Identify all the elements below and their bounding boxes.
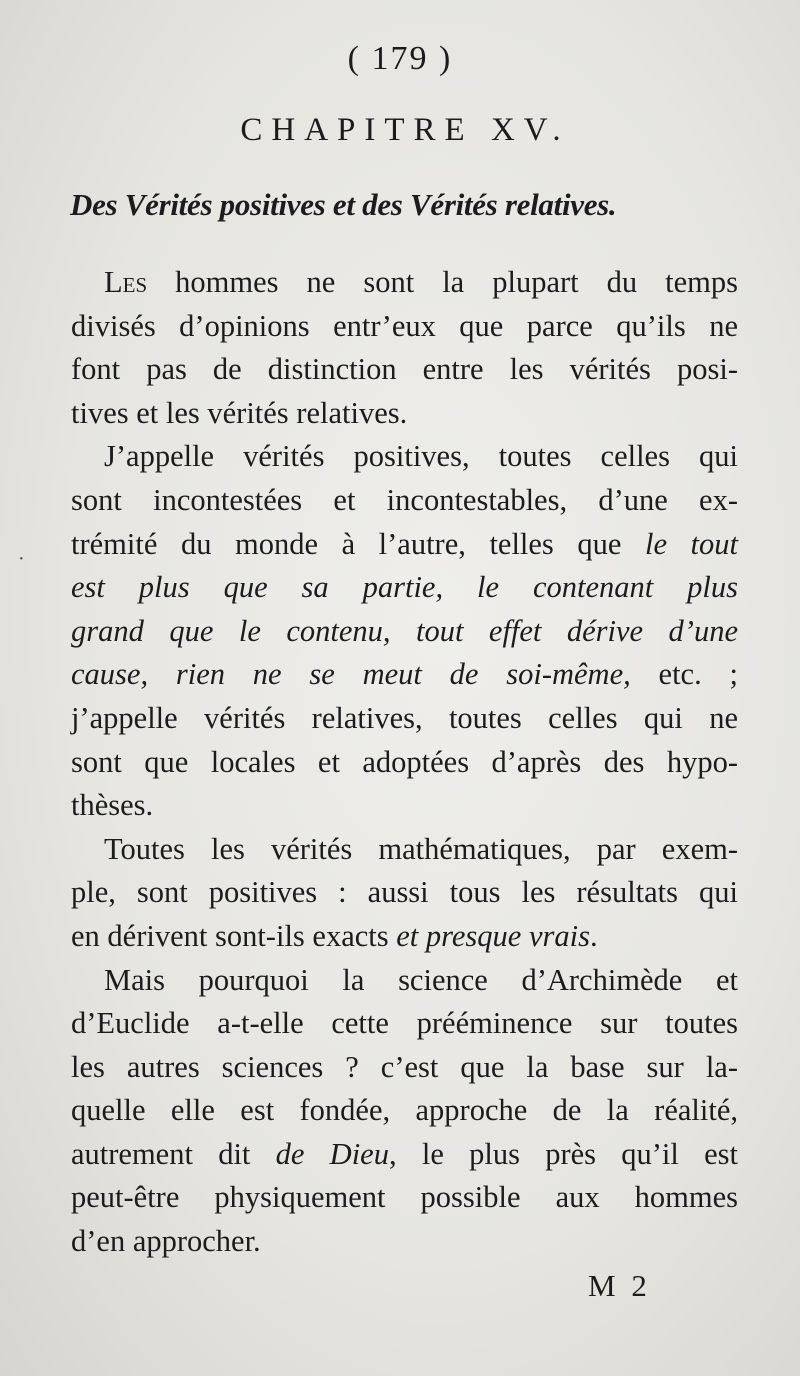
text-line (71, 566, 738, 610)
text-span: en dérivent sont-ils exacts (71, 918, 397, 953)
text-span: . (589, 918, 598, 953)
text-span: sont incontestées et incontestables, d’une ex- (71, 482, 738, 517)
text-line (71, 871, 738, 915)
text-line (71, 1220, 738, 1264)
text-span: j’appelle vérités relatives, toutes celles qui ne (71, 700, 738, 735)
text-span: quelle elle est fondée, approche de la réalité, (71, 1093, 738, 1128)
text-span: peut-être physiquement possible aux hommes (71, 1180, 738, 1215)
text-span: font pas de distinction entre les vérités posi- (71, 352, 738, 387)
text-line (71, 435, 738, 479)
text-line (71, 959, 738, 1003)
text-line (71, 1089, 738, 1133)
body-text (71, 261, 738, 1264)
text-line (71, 261, 738, 305)
text-line (71, 392, 738, 436)
text-line (71, 1002, 738, 1046)
text-span: ple, sont positives : aussi tous les résultats qui (71, 875, 738, 910)
text-line (71, 1133, 738, 1177)
italic-text: grand que le contenu, tout effet dérive d’une (71, 613, 738, 648)
text-span: etc. ; (630, 657, 738, 692)
chapter-heading: CHAPITRE XV. (240, 112, 570, 148)
text-span: autrement dit (71, 1136, 276, 1171)
page-number: ( 179 ) (347, 40, 453, 77)
italic-text: cause, rien ne se meut de soi-même, (71, 657, 631, 692)
text-line (71, 523, 738, 567)
chapter-subtitle: Des Vérités positives et des Vérités relatives. (70, 187, 617, 222)
text-line (71, 915, 738, 959)
text-line (71, 1046, 738, 1090)
signature-mark: M 2 (588, 1268, 651, 1303)
text-span: d’en approcher. (71, 1224, 261, 1259)
text-span: hommes ne sont la plupart du temps (147, 265, 738, 299)
text-span: sont que locales et adoptées d’après des hypo- (71, 744, 738, 779)
text-span: Toutes les vérités mathématiques, par exem- (104, 831, 738, 866)
text-line (71, 697, 738, 741)
text-line (71, 741, 738, 785)
text-span: J’appelle vérités positives, toutes celles qui (104, 439, 738, 474)
italic-text: est plus que sa partie, le contenant plus (71, 570, 738, 605)
text-span: d’Euclide a-t-elle cette prééminence sur toutes (71, 1006, 738, 1041)
text-span: Les (104, 265, 148, 299)
text-span: tives et les vérités relatives. (71, 395, 408, 430)
text-line (71, 479, 738, 523)
text-span: trémité du monde à l’autre, telles que (71, 526, 645, 561)
text-line (71, 305, 738, 349)
text-line (71, 1176, 738, 1220)
text-span: les autres sciences ? c’est que la base sur la- (71, 1049, 738, 1084)
italic-text: le tout (644, 526, 738, 561)
text-line (71, 828, 738, 872)
text-line (71, 348, 738, 392)
text-line (71, 610, 738, 654)
italic-text: de Dieu (275, 1136, 389, 1171)
italic-text: et presque vrais (396, 918, 590, 953)
text-span: , le plus près qu’il est (388, 1136, 738, 1171)
text-line (71, 653, 738, 697)
margin-mark: · (18, 548, 25, 570)
text-span: Mais pourquoi la science d’Archimède et (104, 962, 738, 997)
text-line (71, 784, 738, 828)
text-span: divisés d’opinions entr’eux que parce qu’ils ne (71, 308, 738, 343)
text-span: thèses. (71, 788, 154, 823)
